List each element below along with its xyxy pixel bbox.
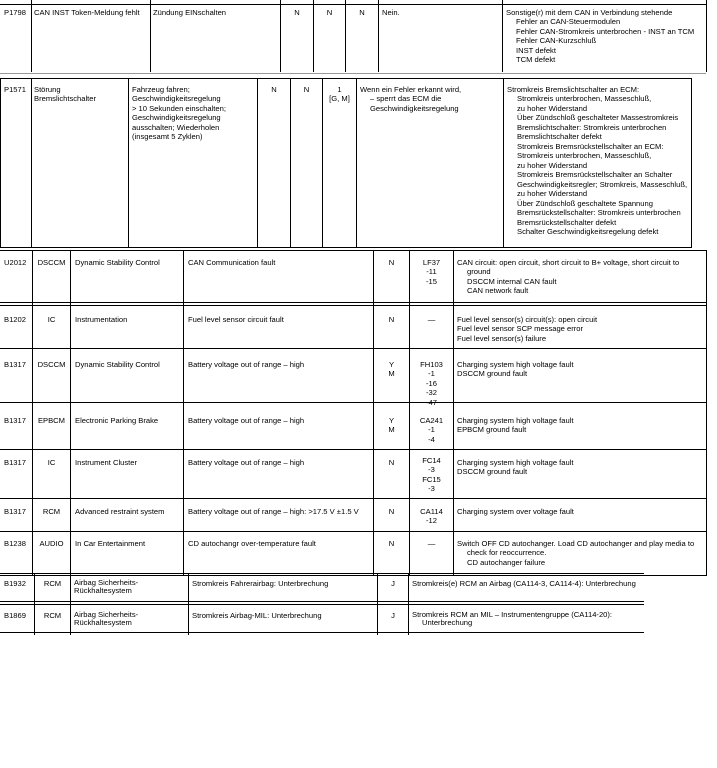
dtc-pins: — — [427, 315, 436, 324]
dtc-system: Dynamic Stability Control — [75, 360, 160, 369]
dtc-action: Wenn ein Fehler erkannt wird, – sperrt das ECM die Geschwindigkeitsregelung — [360, 85, 462, 113]
dtc-module: RCM — [42, 507, 61, 516]
dtc-fault: Battery voltage out of range – high — [188, 360, 305, 369]
dtc-fault: CAN Communication fault — [188, 258, 276, 267]
dtc-system: Electronic Parking Brake — [75, 416, 159, 425]
dtc-mil: N — [388, 458, 395, 467]
dtc-code: B1317 — [4, 507, 26, 516]
dtc-fault: Battery voltage out of range – high — [188, 416, 305, 425]
dtc-module: DSCCM — [37, 360, 66, 369]
dtc-pins: FH103 -1 -16 -32 -47 — [420, 360, 443, 407]
dtc-code: B1317 — [4, 458, 26, 467]
dtc-system: Instrument Cluster — [75, 458, 138, 467]
dtc-code: B1317 — [4, 416, 26, 425]
dtc-system: In Car Entertainment — [75, 539, 146, 548]
dtc-system: Airbag Sicherheits- Rückhaltesystem — [74, 610, 139, 627]
dtc-cause: Charging system high voltage fault EPBCM ground fault — [457, 416, 574, 435]
dtc-condition: Zündung EINschalten — [153, 8, 227, 17]
dtc-cause: Charging system high voltage fault DSCCM ground fault — [457, 458, 574, 477]
dtc-col2: N — [303, 85, 310, 94]
dtc-code: B1238 — [4, 539, 26, 548]
table-a — [0, 0, 717, 74]
dtc-code: B1317 — [4, 360, 26, 369]
dtc-cause: CAN circuit: open circuit, short circuit to B+ voltage, short circuit to ground DSCCM internal CAN fault CAN network fault — [457, 258, 680, 296]
dtc-cause: Switch OFF CD autochanger. Load CD autochanger and play media to check for reoccurrence. CD autochanger failure — [457, 539, 695, 567]
dtc-code: P1571 — [4, 85, 26, 94]
dtc-col3: N — [359, 8, 365, 17]
dtc-module: IC — [47, 458, 56, 467]
dtc-pins: FC14 -3 FC15 -3 — [422, 456, 441, 494]
dtc-description: Störung Bremslichtschalter — [34, 85, 97, 104]
dtc-col1: N — [294, 8, 300, 17]
dtc-system: Dynamic Stability Control — [75, 258, 160, 267]
dtc-cause: Sonstige(r) mit dem CAN in Verbindung stehende Fehler an CAN-Steuermodulen Fehler CAN-Stromkreis unterbrochen - INST an TCM Fehler CAN-Kurzschluß INST defekt TCM defekt — [506, 8, 695, 65]
dtc-code: B1202 — [4, 315, 26, 324]
dtc-mil: N — [388, 258, 395, 267]
dtc-cause: Stromkreis Bremslichtschalter an ECM: Stromkreis unterbrochen, Masseschluß, zu hoher Widerstand Über Zündschloß geschalteter Massestromkreis Bremslichtschalter: Stromkreis unterbrochen Bremslichtschalter defekt Stromkreis Bremsrückstellschalter an ECM: Stromkreis unterbrochen, Masseschluß, zu hoher Widerstand Stromkreis Bremsrückstellschalter an Schalter Geschwindigkeitsregler; Stromkreis, Masseschluß, zu hoher Widerstand Über Zündschloß geschaltete Spannung Bremsrückstellschalter: Stromkreis unterbrochen Bremsrückstellschalter defekt Schalter Geschwindigkeitsregelung defekt — [507, 85, 688, 237]
dtc-mil: N — [388, 539, 395, 548]
dtc-pins: — — [427, 539, 436, 548]
dtc-module: IC — [47, 315, 56, 324]
dtc-col2: N — [326, 8, 333, 17]
dtc-fault: Fuel level sensor circuit fault — [188, 315, 284, 324]
dtc-mil: N — [388, 315, 395, 324]
dtc-col3: 1 [G, M] — [329, 85, 350, 104]
dtc-fault: CD autochangr over-temperature fault — [188, 539, 316, 548]
dtc-module: AUDIO — [39, 539, 64, 548]
dtc-cause: Charging system over voltage fault — [457, 507, 574, 516]
dtc-col1: N — [271, 85, 277, 94]
dtc-module: RCM — [43, 611, 62, 620]
dtc-code: U2012 — [4, 258, 27, 267]
dtc-system: Advanced restraint system — [75, 507, 165, 516]
table-b — [0, 78, 717, 248]
dtc-cause: Stromkreis(e) RCM an Airbag (CA114-3, CA114-4): Unterbrechung — [412, 579, 636, 588]
dtc-fault: Battery voltage out of range – high: >17.5 V ±1.5 V — [188, 507, 359, 516]
dtc-cause: Charging system high voltage fault DSCCM ground fault — [457, 360, 574, 379]
dtc-mil: N — [388, 507, 395, 516]
dtc-code: B1932 — [4, 579, 26, 588]
dtc-mil: Y M — [388, 416, 395, 435]
dtc-code: P1798 — [4, 8, 26, 17]
dtc-mil: J — [391, 611, 395, 620]
dtc-cause: Stromkreis RCM an MIL – Instrumentengruppe (CA114-20): Unterbrechung — [412, 610, 613, 627]
dtc-pins: CA241 -1 -4 — [419, 416, 444, 444]
dtc-system: Instrumentation — [75, 315, 128, 324]
dtc-mil: Y M — [388, 360, 395, 379]
table-c — [0, 250, 717, 576]
dtc-condition: Fahrzeug fahren; Geschwindigkeitsregelung > 10 Sekunden einschalten; Geschwindigkeitsregelung ausschalten; Wiederholen (insgesamt 5 Zyklen) — [132, 85, 226, 142]
dtc-module: DSCCM — [37, 258, 66, 267]
dtc-description: CAN INST Token-Meldung fehlt — [34, 8, 140, 17]
dtc-system: Airbag Sicherheits- Rückhaltesystem — [74, 578, 139, 595]
dtc-module: EPBCM — [37, 416, 65, 425]
dtc-module: RCM — [43, 579, 62, 588]
dtc-code: B1869 — [4, 611, 26, 620]
dtc-mil: J — [391, 579, 395, 588]
dtc-pins: CA114 -12 — [420, 507, 443, 526]
dtc-pins: LF37 -11 -15 — [422, 258, 441, 286]
dtc-fault: Battery voltage out of range – high — [188, 458, 305, 467]
dtc-action: Nein. — [382, 8, 400, 17]
dtc-cause: Fuel level sensor(s) circuit(s): open circuit Fuel level sensor SCP message error Fuel level sensor(s) failure — [457, 315, 598, 343]
dtc-fault: Stromkreis Fahrerairbag: Unterbrechung — [192, 579, 329, 588]
dtc-fault: Stromkreis Airbag-MIL: Unterbrechung — [192, 611, 322, 620]
table-d — [0, 573, 717, 635]
